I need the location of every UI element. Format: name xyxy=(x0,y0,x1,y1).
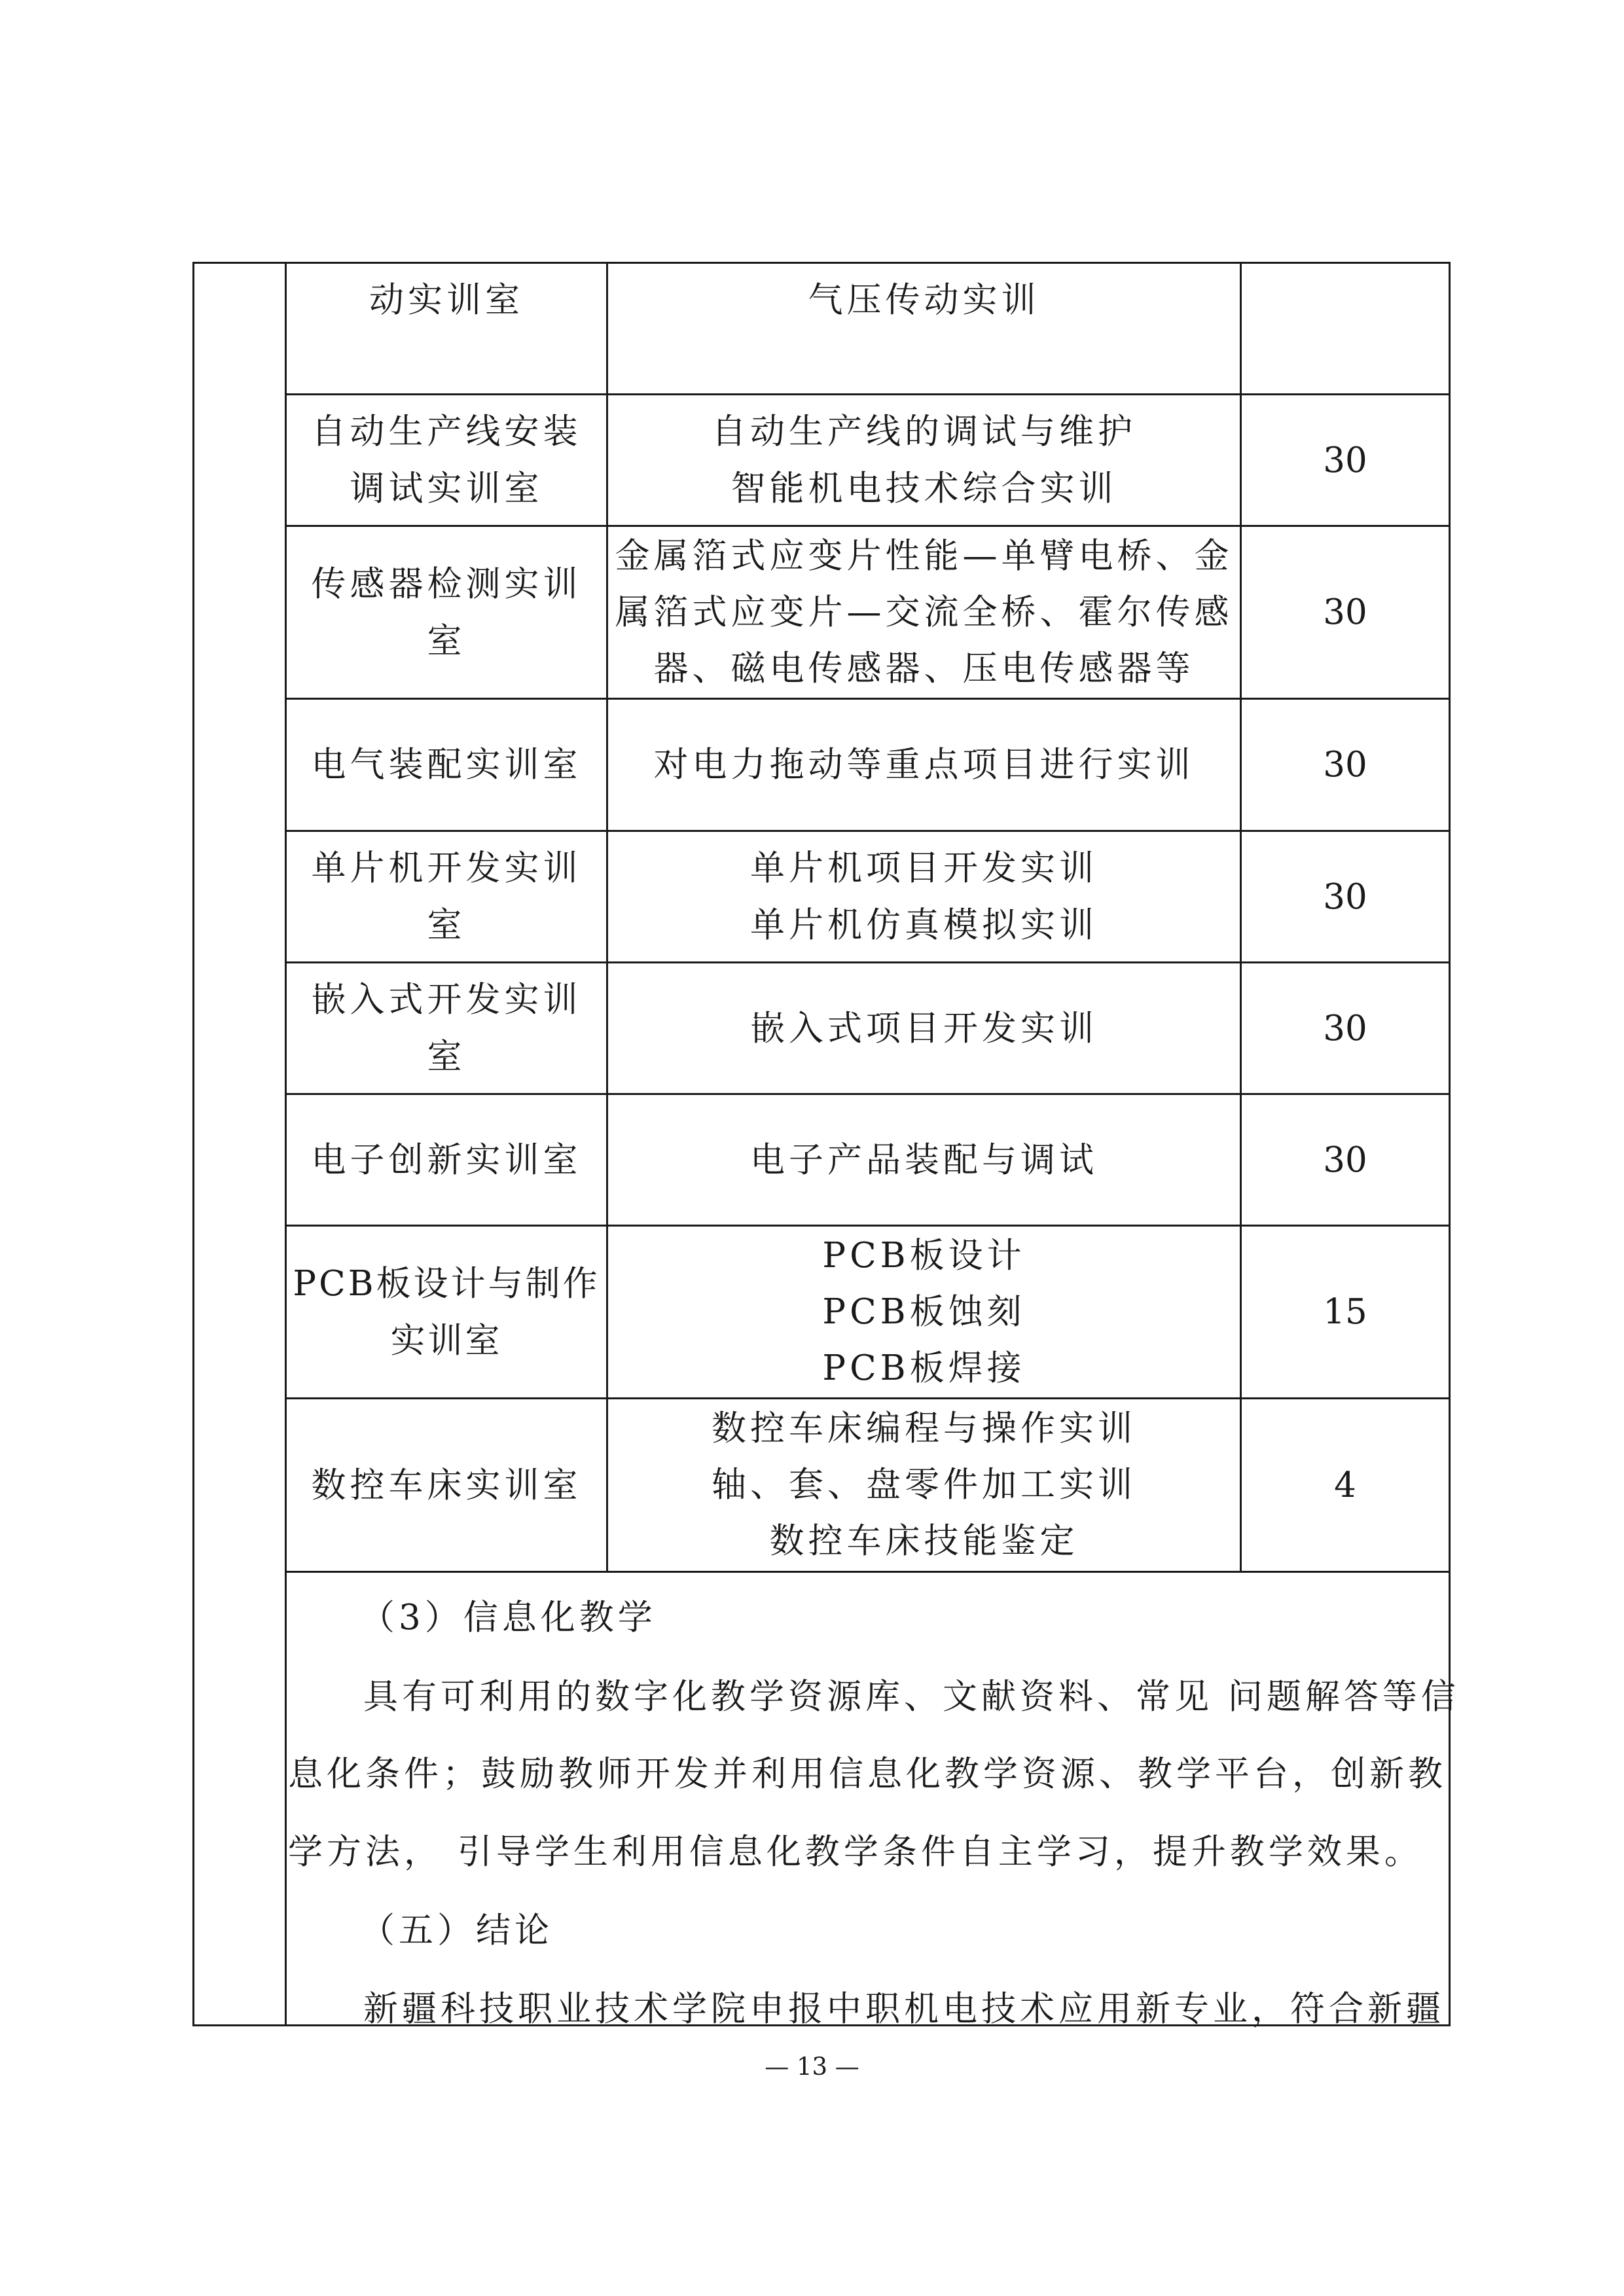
training-project-line: 气压传动实训 xyxy=(808,280,1040,320)
frame-left-border xyxy=(192,262,194,2026)
training-project-cell xyxy=(750,840,1098,954)
training-project-line: PCB板蚀刻 xyxy=(822,1291,1026,1332)
room-name-line: 室 xyxy=(427,905,466,945)
station-count-cell: 4 xyxy=(1334,1465,1356,1505)
room-name-cell xyxy=(312,403,582,517)
room-name-line: 动实训室 xyxy=(369,280,524,320)
table-row xyxy=(287,700,606,830)
training-project-line: 单片机项目开发实训 xyxy=(750,848,1098,888)
paragraph-line: 新疆科技职业技术学院申报中职机电技术应用新专业，符合新疆 xyxy=(363,1989,1445,2029)
section-heading-conclusion: （五）结论 xyxy=(360,1910,553,1950)
training-project-line: 器、磁电传感器、压电传感器等 xyxy=(653,648,1195,689)
room-name-cell xyxy=(312,556,582,670)
training-project-cell xyxy=(750,1000,1098,1057)
table-row xyxy=(287,264,606,393)
training-project-cell xyxy=(712,1401,1136,1570)
training-project-line: 自动生产线的调试与维护 xyxy=(712,412,1136,452)
station-count-cell: 30 xyxy=(1323,1008,1367,1049)
table-row xyxy=(608,527,1240,698)
training-project-line: 智能机电技术综合实训 xyxy=(731,469,1117,509)
room-name-line: 数控车床实训室 xyxy=(311,1465,582,1505)
room-name-cell xyxy=(312,1457,582,1514)
training-project-line: 属箔式应变片—交流全桥、霍尔传感 xyxy=(615,592,1233,632)
training-project-cell xyxy=(615,528,1233,697)
room-name-line: 嵌入式开发实训 xyxy=(311,980,582,1020)
room-name-line: 电气装配实训室 xyxy=(311,745,582,785)
room-name-line: 室 xyxy=(427,1037,466,1077)
training-project-cell xyxy=(822,1228,1025,1397)
training-project-line: 数控车床编程与操作实训 xyxy=(712,1408,1136,1448)
room-name-line: 室 xyxy=(427,620,466,661)
paragraph-line: 具有可利用的数字化教学资源库、文献资料、常见 问题解答等信 xyxy=(363,1677,1460,1717)
room-name-cell xyxy=(312,840,582,954)
table-row xyxy=(608,700,1240,830)
room-name-line: 传感器检测实训 xyxy=(311,564,582,604)
training-project-cell xyxy=(654,736,1195,793)
station-count-cell: 30 xyxy=(1323,440,1367,480)
station-count-cell: 30 xyxy=(1323,876,1367,917)
station-count-cell: 30 xyxy=(1323,592,1367,632)
room-name-cell xyxy=(312,736,582,793)
room-name-line: 自动生产线安装 xyxy=(311,412,582,452)
section-heading-info-teaching: （3）信息化教学 xyxy=(360,1598,657,1638)
room-name-cell xyxy=(312,971,582,1085)
paragraph-line: 学方法， 引导学生利用信息化教学条件自主学习，提升教学效果。 xyxy=(288,1832,1423,1872)
table-row xyxy=(287,963,606,1093)
table-row xyxy=(608,395,1240,525)
training-project-cell xyxy=(712,403,1136,517)
training-project-line: PCB板设计 xyxy=(822,1235,1026,1276)
training-project-line: 金属箔式应变片性能—单臂电桥、金 xyxy=(615,535,1233,576)
table-row xyxy=(608,1095,1240,1225)
station-count-cell xyxy=(1242,264,1449,393)
table-row xyxy=(608,963,1240,1093)
room-name-line: 调试实训室 xyxy=(350,469,543,509)
table-row xyxy=(287,395,606,525)
paragraph-line: 息化条件；鼓励教师开发并利用信息化教学资源、教学平台，创新教 xyxy=(288,1754,1447,1794)
training-project-cell xyxy=(808,272,1040,329)
training-project-line: 嵌入式项目开发实训 xyxy=(750,1008,1098,1049)
station-count-cell: 30 xyxy=(1323,1139,1367,1180)
table-row xyxy=(608,264,1240,393)
page-number: — 13 — xyxy=(765,2053,859,2081)
table-row xyxy=(287,832,606,961)
training-project-line: 电子产品装配与调试 xyxy=(750,1139,1098,1180)
room-name-cell xyxy=(312,1132,582,1189)
table-row xyxy=(608,832,1240,961)
station-count-cell: 30 xyxy=(1323,745,1367,785)
table-row xyxy=(287,1227,606,1397)
table-row xyxy=(608,1399,1240,1571)
room-name-line: 电子创新实训室 xyxy=(311,1139,582,1180)
room-name-cell xyxy=(369,272,524,329)
training-project-cell xyxy=(750,1132,1098,1189)
room-name-line: 单片机开发实训 xyxy=(311,848,582,888)
room-name-line: 实训室 xyxy=(390,1320,503,1361)
training-project-line: 对电力拖动等重点项目进行实训 xyxy=(653,745,1195,785)
training-project-line: PCB板焊接 xyxy=(822,1348,1026,1388)
table-row-divider xyxy=(285,1571,1451,1573)
table-row xyxy=(287,1399,606,1571)
table-row xyxy=(287,527,606,698)
table-row xyxy=(608,1227,1240,1397)
table-row xyxy=(287,1095,606,1225)
room-name-cell xyxy=(293,1255,600,1369)
room-name-line: PCB板设计与制作 xyxy=(293,1263,600,1304)
training-project-line: 数控车床技能鉴定 xyxy=(769,1521,1079,1561)
training-project-line: 单片机仿真模拟实训 xyxy=(750,905,1098,945)
station-count-cell: 15 xyxy=(1323,1292,1367,1332)
training-project-line: 轴、套、盘零件加工实训 xyxy=(712,1465,1136,1505)
